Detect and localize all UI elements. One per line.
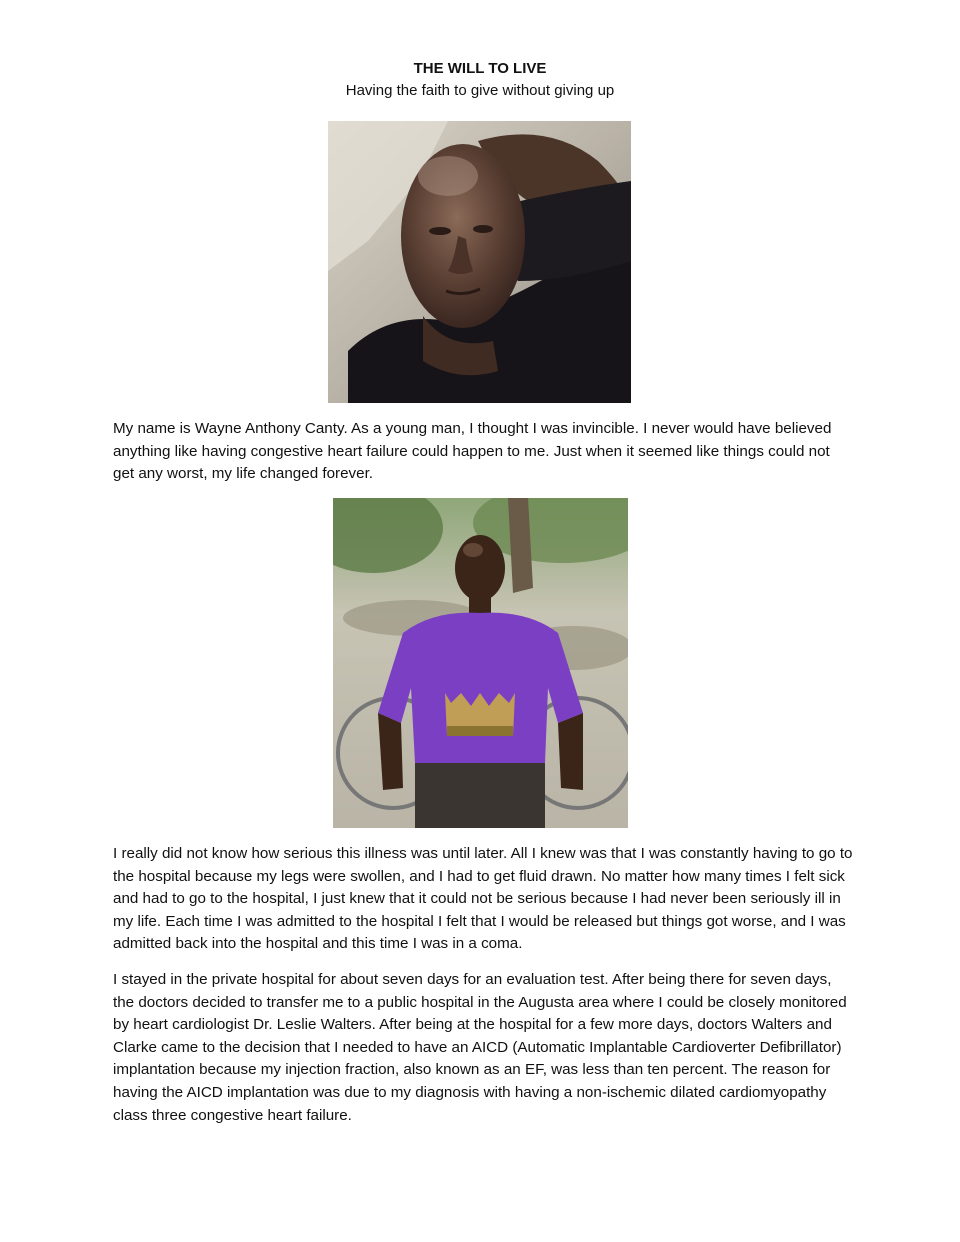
paragraph-intro: My name is Wayne Anthony Canty. As a young man, I thought I was invincible. I never would have believed anything like having congestive heart failure could happen to me. Just when it seemed like things could not get any worst, my life changed forever. [113,420,832,483]
document-title: THE WILL TO LIVE [413,60,547,77]
paragraph-hospital: I stayed in the private hospital for about seven days for an evaluation test. After being there for seven days, the doctors decided to transfer me to a public hospital in the Augusta area where I could be closely monitored by heart cardiologist Dr. Leslie Walters. After being at the hospital for a few more days, doctors Walters and Clarke came to the decision that I needed to have an AICD (Automatic Implantable Cardioverter Defibrillator) implantation because my injection fraction, also known as an EF, was less than ten percent. The reason for having the AICD implantation was due to my diagnosis with having a non-ischemic dilated cardiomyopathy class three congestive heart failure. [113,971,847,1124]
wheelchair-photo [333,498,628,828]
portrait-photo [328,121,631,403]
document-subtitle: Having the faith to give without giving up [345,82,615,99]
paragraph-illness: I really did not know how serious this illness was until later. All I knew was that I was constantly having to go to the hospital because my legs were swollen, and I had to get fluid drawn. No matter how many times I felt sick and had to go to the hospital, I just knew that it could not be serious because I had never been seriously ill in my life. Each time I was admitted to the hospital I felt that I would be released but things got worse, and I was admitted back into the hospital and this time I was in a coma. [113,845,853,953]
